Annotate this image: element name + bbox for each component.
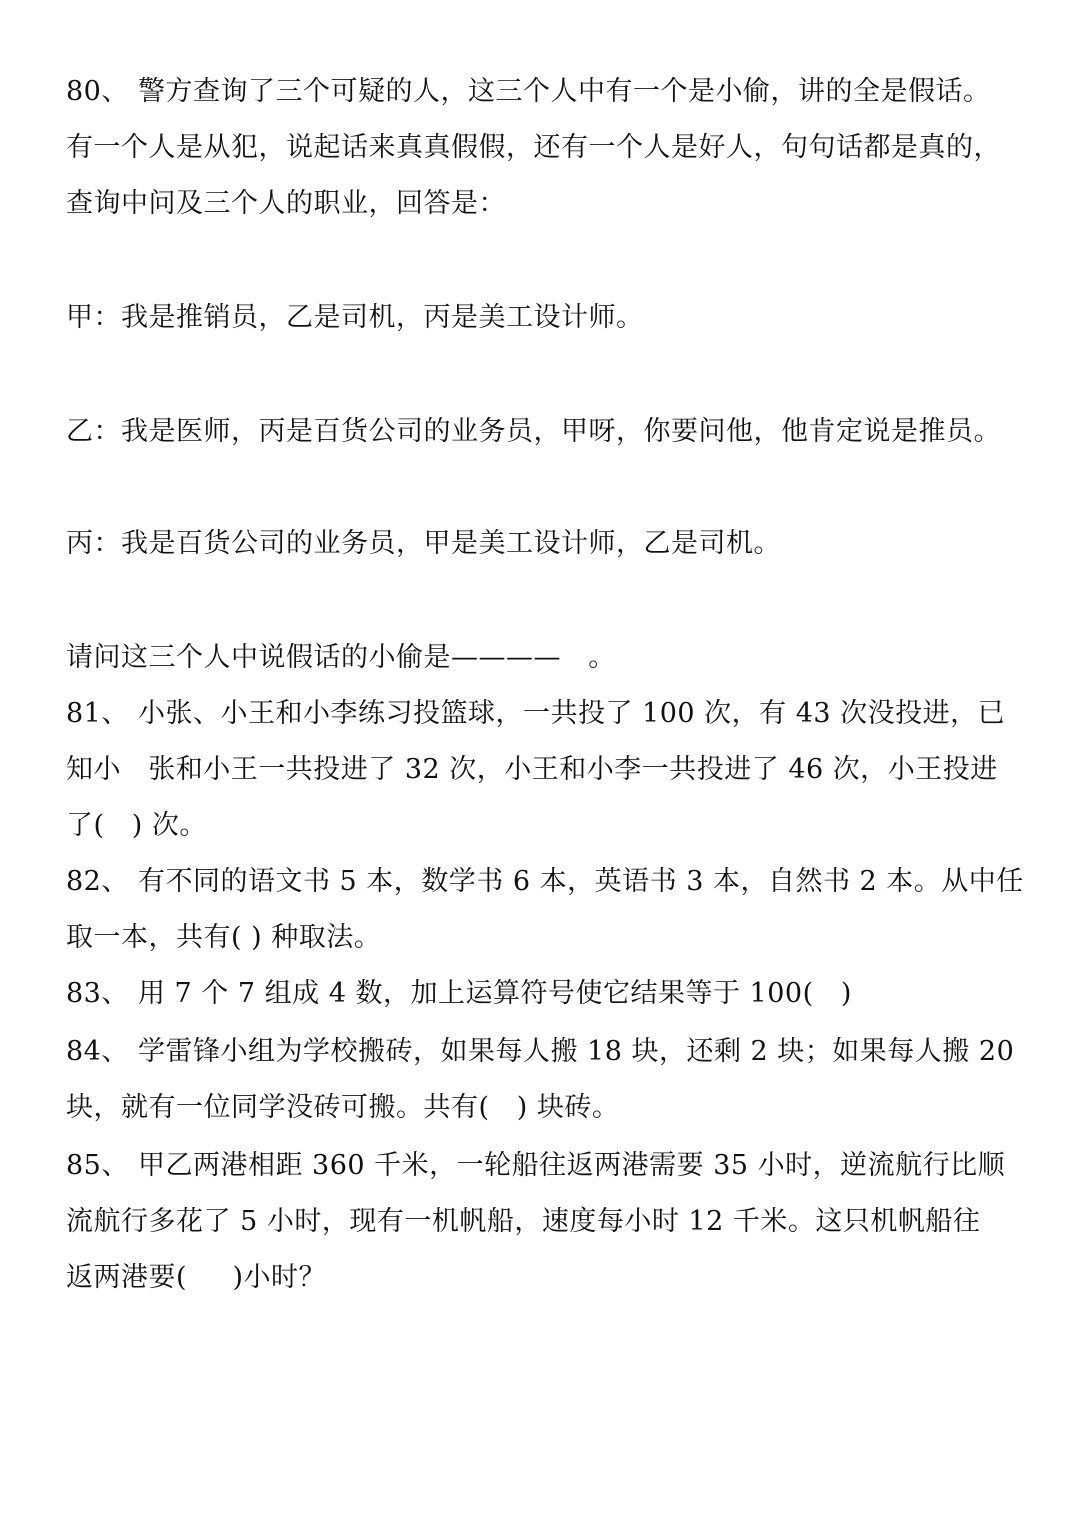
problem-84-line-1: 84、 学雷锋小组为学校搬砖，如果每人搬 18 块，还剩 2 块；如果每人搬 20 (66, 1036, 1015, 1067)
problem-81-line-3: 了( ) 次。 (66, 810, 207, 841)
problem-85-line-1: 85、 甲乙两港相距 360 千米，一轮船往返两港需要 35 小时，逆流航行比顺 (66, 1150, 1006, 1181)
problem-81-line-2: 知小 张和小王一共投进了 32 次，小王和小李一共投进了 46 次，小王投进 (66, 754, 998, 785)
problem-80-line-2: 有一个人是从犯，说起话来真真假假，还有一个人是好人，句句话都是真的， (66, 132, 1001, 163)
statement-yi: 乙：我是医师，丙是百货公司的业务员，甲呀，你要问他，他肯定说是推员。 (66, 416, 1001, 447)
problem-83-line-1: 83、 用 7 个 7 组成 4 数，加上运算符号使它结果等于 100( ) (66, 978, 852, 1009)
problem-80-line-3: 查询中问及三个人的职业，回答是： (66, 188, 506, 219)
problem-84-line-2: 块，就有一位同学没砖可搬。共有( ) 块砖。 (66, 1092, 620, 1123)
statement-bing: 丙：我是百货公司的业务员，甲是美工设计师，乙是司机。 (66, 528, 781, 559)
problem-85-line-3: 返两港要( )小时？ (66, 1262, 326, 1293)
problem-81-line-1: 81、 小张、小王和小李练习投篮球，一共投了 100 次，有 43 次没投进，已 (66, 698, 1006, 729)
problem-82-line-1: 82、 有不同的语文书 5 本，数学书 6 本，英语书 3 本，自然书 2 本。从中任 (66, 866, 1024, 897)
problem-82-line-2: 取一本，共有( ) 种取法。 (66, 922, 382, 953)
problem-80-line-1: 80、 警方查询了三个可疑的人，这三个人中有一个是小偷，讲的全是假话。 (66, 76, 991, 107)
problem-85-line-2: 流航行多花了 5 小时，现有一机帆船，速度每小时 12 千米。这只机帆船往 (66, 1206, 981, 1237)
problem-80-question: 请问这三个人中说假话的小偷是———— 。 (66, 642, 616, 673)
statement-jia: 甲：我是推销员，乙是司机，丙是美工设计师。 (66, 302, 644, 333)
